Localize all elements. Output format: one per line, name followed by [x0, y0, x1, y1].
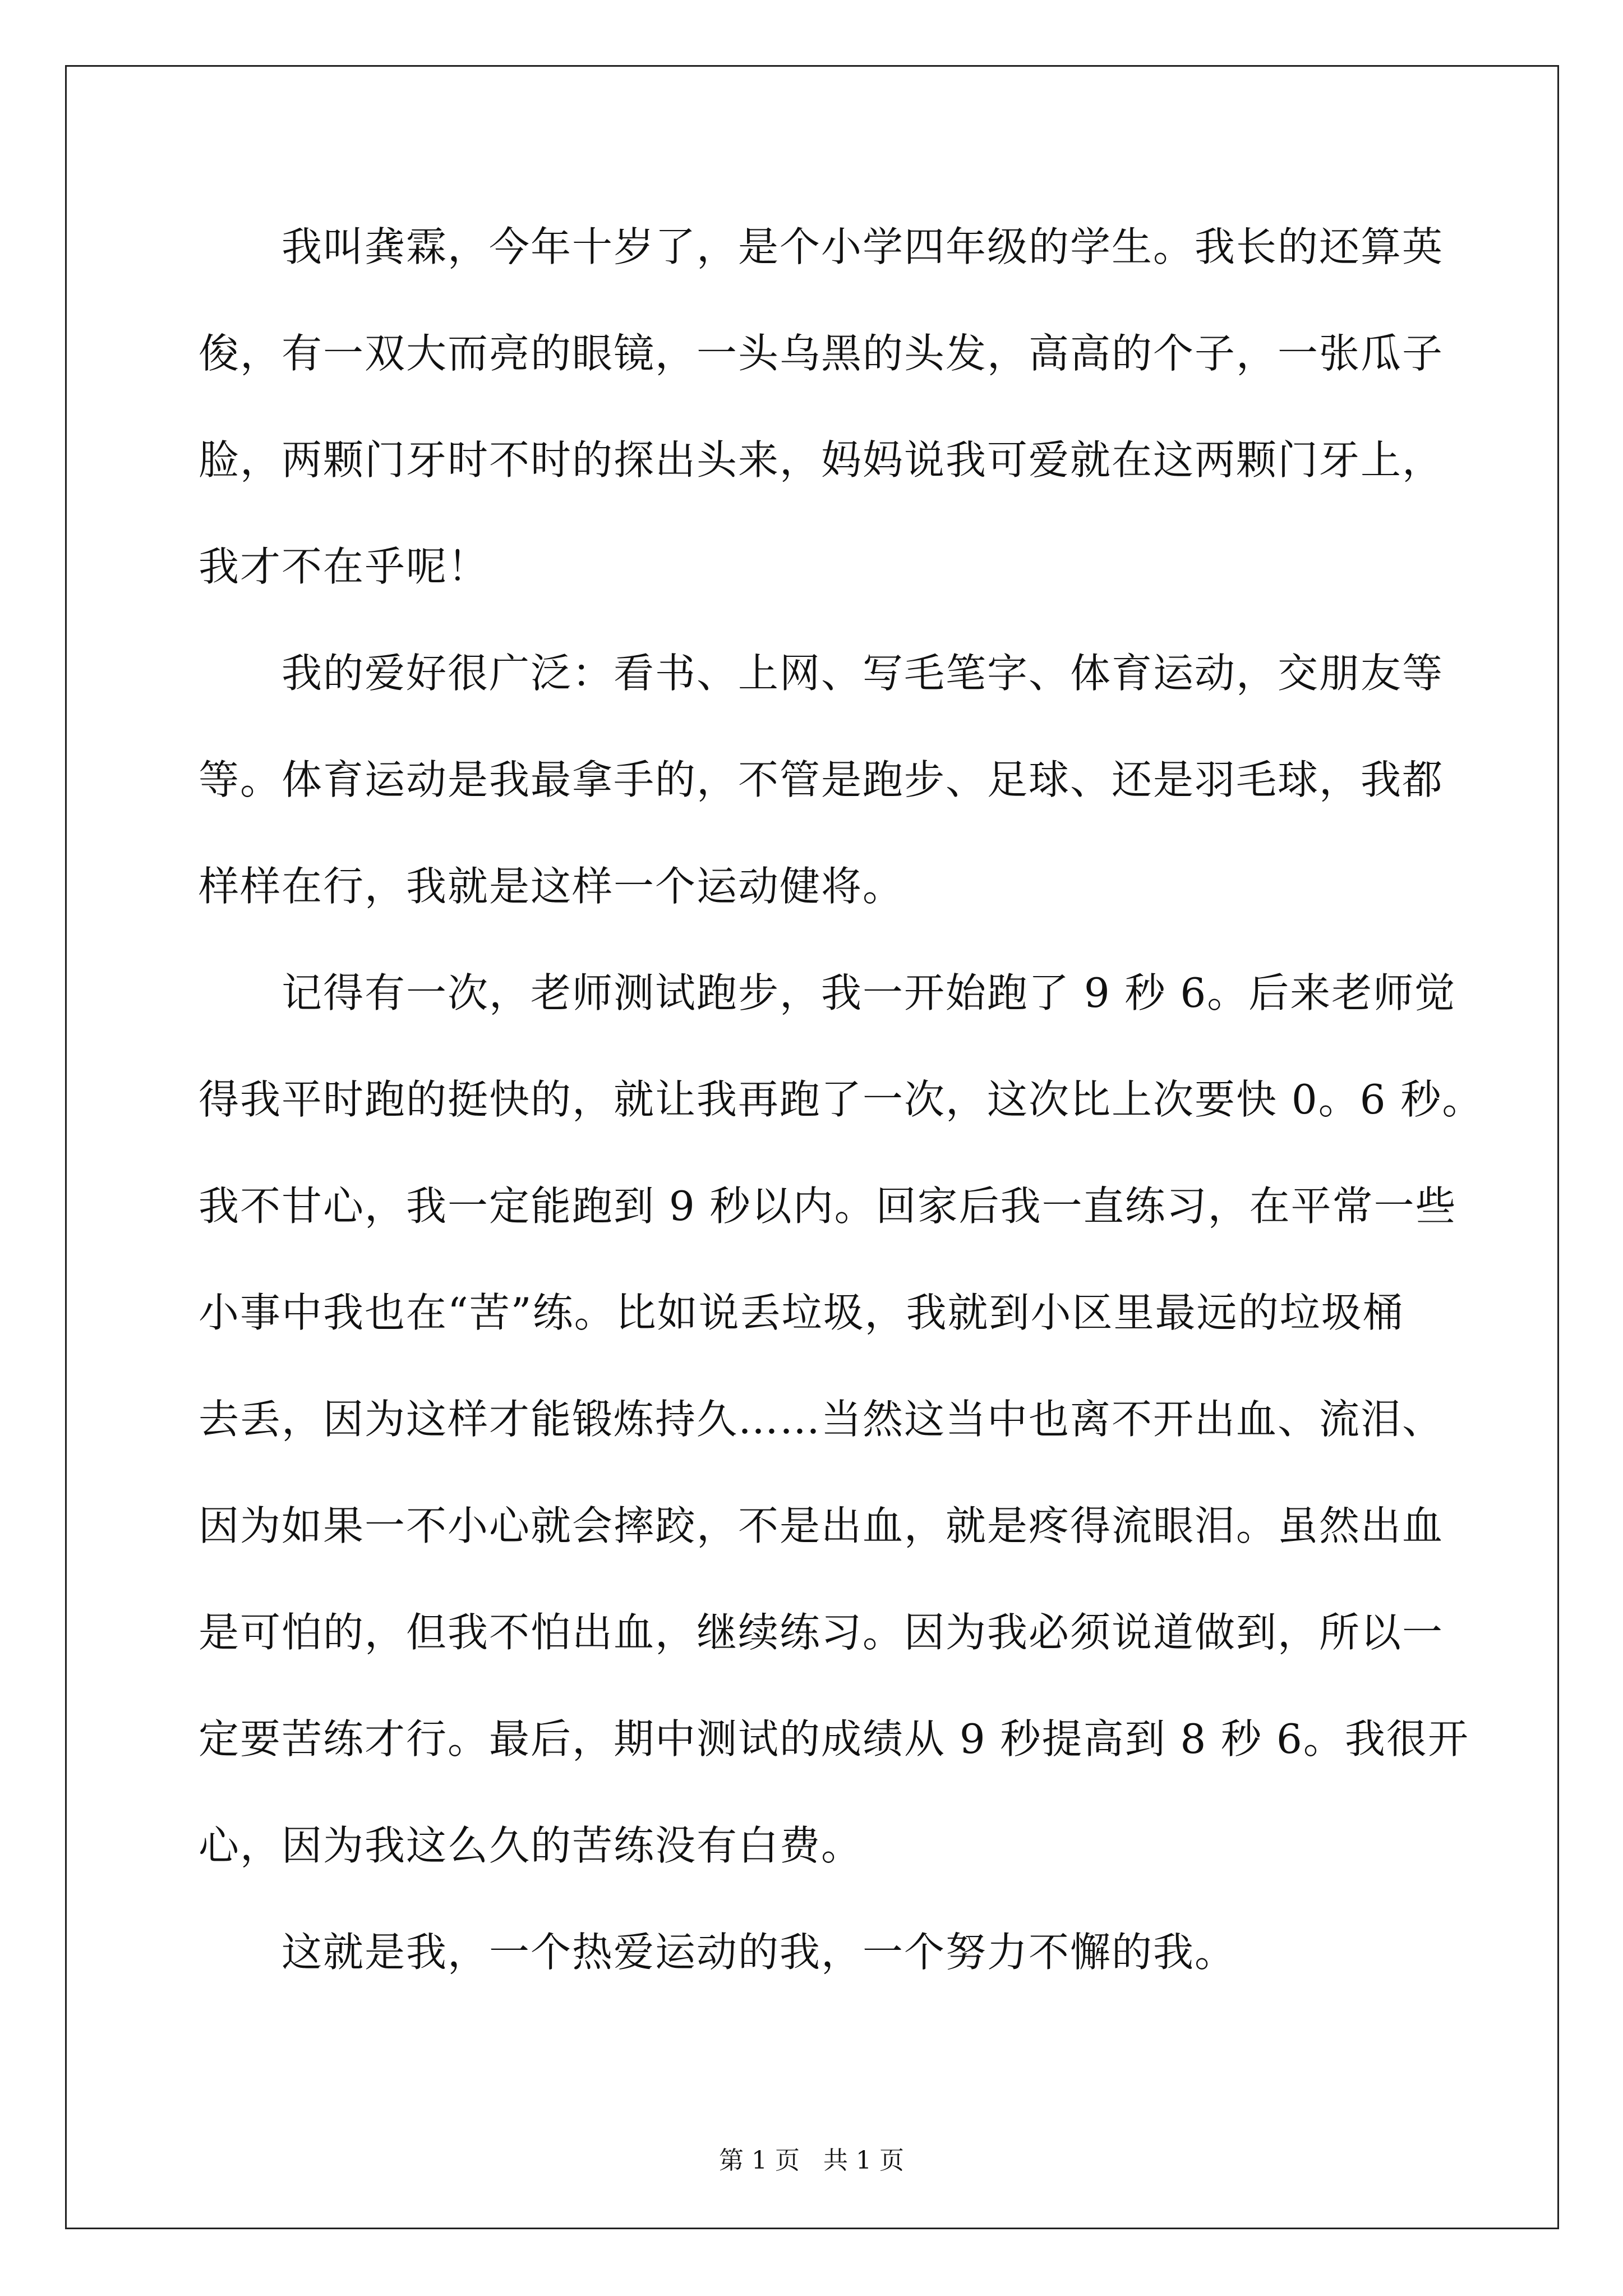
text-line: 小事中我也在“苦”练。比如说丢垃圾，我就到小区里最远的垃圾桶 [199, 1289, 1404, 1336]
text-line: 我叫龚霖，今年十岁了，是个小学四年级的学生。我长的还算英 [199, 223, 1444, 270]
text-line: 得我平时跑的挺快的，就让我再跑了一次，这次比上次要快 0。6 秒。 [199, 1076, 1484, 1123]
text-line: 这就是我，一个热爱运动的我，一个努力不懈的我。 [199, 1929, 1237, 1976]
text-line: 等。体育运动是我最拿手的，不管是跑步、足球、还是羽毛球，我都 [199, 756, 1444, 803]
text-line: 因为如果一不小心就会摔跤，不是出血，就是疼得流眼泪。虽然出血 [199, 1502, 1444, 1549]
page-number: 第 1 页 [719, 2146, 800, 2175]
document-body [199, 215, 1484, 2027]
text-line: 去丢，因为这样才能锻炼持久……当然这当中也离不开出血、流泪、 [199, 1396, 1444, 1443]
footer-gap [800, 2146, 823, 2175]
page-footer [0, 2145, 1623, 2177]
page-total: 共 1 页 [823, 2146, 904, 2175]
text-line: 定要苦练才行。最后，期中测试的成绩从 9 秒提高到 8 秒 6。我很开 [199, 1715, 1469, 1763]
text-line: 心，因为我这么久的苦练没有白费。 [199, 1822, 863, 1869]
text-line: 记得有一次，老师测试跑步，我一开始跑了 9 秒 6。后来老师觉 [199, 969, 1456, 1016]
text-line: 俊，有一双大而亮的眼镜，一头乌黑的头发，高高的个子，一张瓜子 [199, 330, 1444, 377]
text-line: 样样在行，我就是这样一个运动健将。 [199, 863, 905, 910]
text-line: 我才不在乎呢！ [199, 543, 490, 590]
text-line: 是可怕的，但我不怕出血，继续练习。因为我必须说道做到，所以一 [199, 1609, 1444, 1656]
text-line: 我不甘心，我一定能跑到 9 秒以内。回家后我一直练习，在平常一些 [199, 1182, 1457, 1230]
text-line: 我的爱好很广泛：看书、上网、写毛笔字、体育运动，交朋友等 [199, 650, 1444, 697]
text-line: 脸，两颗门牙时不时的探出头来，妈妈说我可爱就在这两颗门牙上， [199, 436, 1444, 484]
